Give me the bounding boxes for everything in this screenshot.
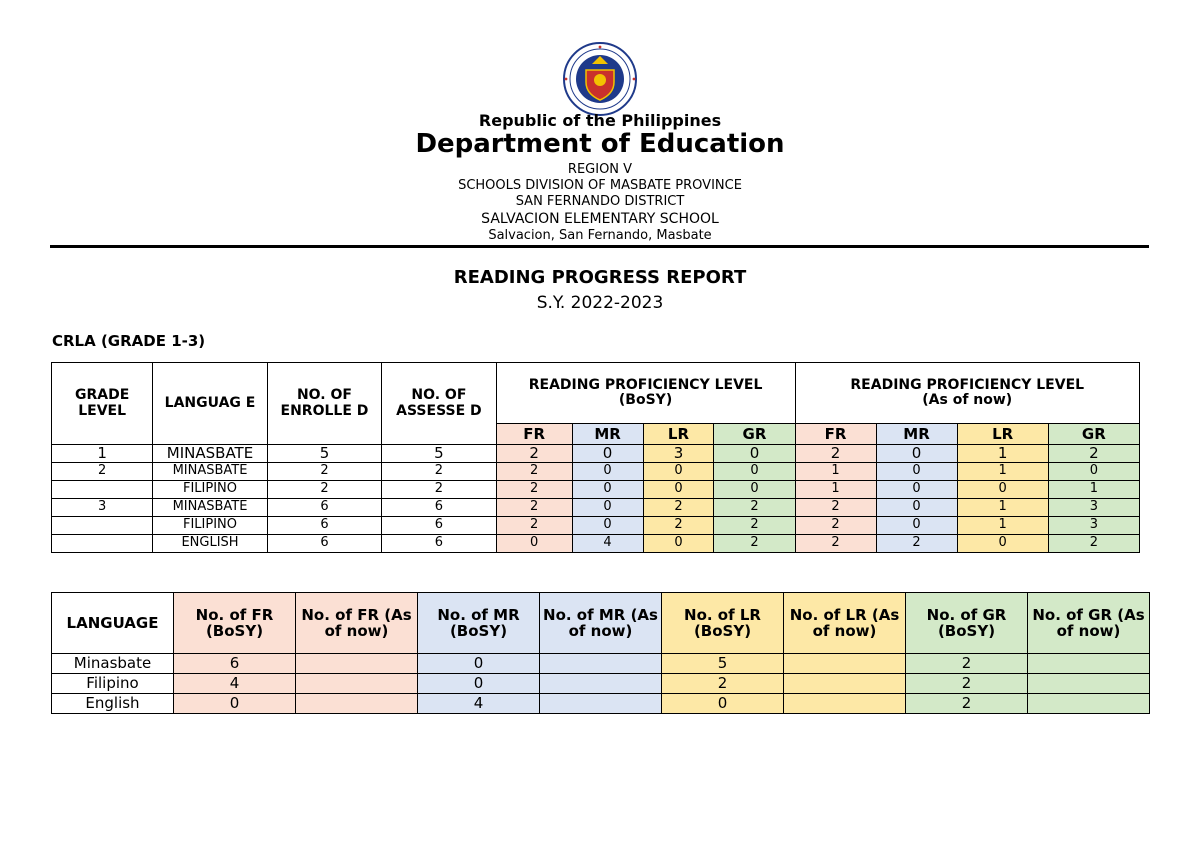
bosy-mr-cell: 0 — [572, 499, 643, 517]
now-mr-cell: 0 — [876, 481, 957, 499]
table-row — [52, 674, 1150, 694]
bosy-lr-cell: 2 — [643, 517, 714, 535]
crla-subtitle: CRLA (GRADE 1-3) — [52, 332, 206, 350]
header-grade-level: GRADE LEVEL — [52, 363, 153, 445]
now-fr-cell: 1 — [795, 463, 876, 481]
assessed-cell: 2 — [382, 463, 496, 481]
summary-header-gr-now: No. of GR (As of now) — [1028, 593, 1150, 654]
summary-lr-bosy-cell: 0 — [662, 694, 784, 714]
table-row — [52, 499, 1140, 517]
summary-lr-now-cell — [784, 674, 906, 694]
summary-fr-bosy-cell: 4 — [174, 674, 296, 694]
grade-cell — [52, 535, 153, 553]
bosy-mr-cell: 0 — [572, 517, 643, 535]
region-line: REGION V — [567, 162, 633, 177]
bosy-gr-cell: 2 — [714, 517, 795, 535]
language-summary-table — [51, 592, 1150, 714]
bosy-gr-cell: 0 — [714, 463, 795, 481]
header-now-sub: (As of now) — [922, 392, 1013, 408]
header-now-title: READING PROFICIENCY LEVEL — [850, 376, 1085, 393]
grade-cell: 2 — [52, 463, 153, 481]
header-assessed: NO. OF ASSESSE D — [382, 363, 496, 445]
summary-header-fr-now: No. of FR (As of now) — [296, 593, 418, 654]
summary-header-mr-bosy: No. of MR (BoSY) — [418, 593, 540, 654]
header-bosy-fr: FR — [496, 424, 572, 445]
summary-fr-now-cell — [296, 694, 418, 714]
grade-cell — [52, 517, 153, 535]
bosy-lr-cell: 0 — [643, 535, 714, 553]
crla-proficiency-table — [51, 362, 1140, 553]
now-mr-cell: 0 — [876, 499, 957, 517]
republic-line: Republic of the Philippines — [478, 111, 722, 130]
summary-lr-now-cell — [784, 654, 906, 674]
summary-fr-now-cell — [296, 654, 418, 674]
grade-cell: 1 — [52, 445, 153, 463]
enrolled-cell: 2 — [267, 463, 381, 481]
now-fr-cell: 2 — [795, 517, 876, 535]
now-gr-cell: 3 — [1048, 517, 1139, 535]
now-gr-cell: 3 — [1048, 499, 1139, 517]
language-cell: MINASBATE — [153, 445, 267, 463]
table-row — [52, 654, 1150, 674]
now-fr-cell: 1 — [795, 481, 876, 499]
table-row — [52, 694, 1150, 714]
summary-lr-bosy-cell: 2 — [662, 674, 784, 694]
now-gr-cell: 2 — [1048, 535, 1139, 553]
summary-mr-bosy-cell: 4 — [418, 694, 540, 714]
assessed-cell: 6 — [382, 499, 496, 517]
header-bosy-group — [496, 363, 795, 424]
bosy-lr-cell: 0 — [643, 463, 714, 481]
table-row — [52, 535, 1140, 553]
now-mr-cell: 0 — [876, 517, 957, 535]
summary-mr-bosy-cell: 0 — [418, 674, 540, 694]
bosy-gr-cell: 0 — [714, 481, 795, 499]
language-cell: MINASBATE — [153, 463, 267, 481]
bosy-fr-cell: 2 — [496, 517, 572, 535]
summary-fr-now-cell — [296, 674, 418, 694]
header-bosy-mr: MR — [572, 424, 643, 445]
summary-gr-bosy-cell: 2 — [906, 654, 1028, 674]
table-row — [52, 481, 1140, 499]
summary-header-language: LANGUAGE — [52, 593, 174, 654]
now-fr-cell: 2 — [795, 499, 876, 517]
bosy-mr-cell: 0 — [572, 463, 643, 481]
summary-mr-now-cell — [540, 654, 662, 674]
header-now-gr: GR — [1048, 424, 1139, 445]
enrolled-cell: 5 — [267, 445, 381, 463]
summary-header-mr-now: No. of MR (As of now) — [540, 593, 662, 654]
now-lr-cell: 0 — [957, 535, 1048, 553]
summary-gr-now-cell — [1028, 654, 1150, 674]
now-mr-cell: 0 — [876, 445, 957, 463]
header-now-mr: MR — [876, 424, 957, 445]
grade-cell — [52, 481, 153, 499]
summary-header-lr-bosy: No. of LR (BoSY) — [662, 593, 784, 654]
now-gr-cell: 1 — [1048, 481, 1139, 499]
header-language: LANGUAG E — [153, 363, 267, 445]
header-divider — [50, 245, 1149, 248]
header-bosy-title: READING PROFICIENCY LEVEL — [528, 376, 763, 393]
bosy-gr-cell: 0 — [714, 445, 795, 463]
header-now-lr: LR — [957, 424, 1048, 445]
summary-header-fr-bosy: No. of FR (BoSY) — [174, 593, 296, 654]
bosy-mr-cell: 0 — [572, 481, 643, 499]
report-title: READING PROGRESS REPORT — [453, 267, 747, 288]
bosy-fr-cell: 2 — [496, 499, 572, 517]
summary-header-gr-bosy: No. of GR (BoSY) — [906, 593, 1028, 654]
now-gr-cell: 2 — [1048, 445, 1139, 463]
bosy-fr-cell: 0 — [496, 535, 572, 553]
bosy-gr-cell: 2 — [714, 499, 795, 517]
now-lr-cell: 0 — [957, 481, 1048, 499]
enrolled-cell: 6 — [267, 499, 381, 517]
bosy-gr-cell: 2 — [714, 535, 795, 553]
bosy-fr-cell: 2 — [496, 445, 572, 463]
table-row — [52, 517, 1140, 535]
bosy-mr-cell: 4 — [572, 535, 643, 553]
bosy-fr-cell: 2 — [496, 481, 572, 499]
summary-language-cell: Filipino — [52, 674, 174, 694]
summary-mr-now-cell — [540, 674, 662, 694]
now-lr-cell: 1 — [957, 517, 1048, 535]
bosy-lr-cell: 0 — [643, 481, 714, 499]
division-line: SCHOOLS DIVISION OF MASBATE PROVINCE — [458, 178, 742, 193]
summary-header-lr-now: No. of LR (As of now) — [784, 593, 906, 654]
now-fr-cell: 2 — [795, 535, 876, 553]
enrolled-cell: 6 — [267, 517, 381, 535]
school-year: S.Y. 2022-2023 — [536, 293, 664, 313]
language-cell: MINASBATE — [153, 499, 267, 517]
now-lr-cell: 1 — [957, 499, 1048, 517]
summary-language-cell: English — [52, 694, 174, 714]
summary-gr-bosy-cell: 2 — [906, 674, 1028, 694]
assessed-cell: 5 — [382, 445, 496, 463]
now-mr-cell: 2 — [876, 535, 957, 553]
now-lr-cell: 1 — [957, 445, 1048, 463]
header-bosy-gr: GR — [714, 424, 795, 445]
now-mr-cell: 0 — [876, 463, 957, 481]
bosy-lr-cell: 3 — [643, 445, 714, 463]
summary-gr-bosy-cell: 2 — [906, 694, 1028, 714]
header-now-group — [795, 363, 1140, 424]
header-enrolled: NO. OF ENROLLE D — [267, 363, 381, 445]
summary-fr-bosy-cell: 6 — [174, 654, 296, 674]
header-now-fr: FR — [795, 424, 876, 445]
header-bosy-sub: (BoSY) — [618, 392, 673, 408]
language-cell: FILIPINO — [153, 481, 267, 499]
bosy-lr-cell: 2 — [643, 499, 714, 517]
grade-cell: 3 — [52, 499, 153, 517]
enrolled-cell: 2 — [267, 481, 381, 499]
header-bosy-lr: LR — [643, 424, 714, 445]
summary-mr-now-cell — [540, 694, 662, 714]
district-line: SAN FERNANDO DISTRICT — [515, 194, 685, 209]
language-cell: ENGLISH — [153, 535, 267, 553]
table-row — [52, 463, 1140, 481]
summary-language-cell: Minasbate — [52, 654, 174, 674]
enrolled-cell: 6 — [267, 535, 381, 553]
assessed-cell: 6 — [382, 535, 496, 553]
bosy-mr-cell: 0 — [572, 445, 643, 463]
summary-gr-now-cell — [1028, 694, 1150, 714]
address-line: Salvacion, San Fernando, Masbate — [488, 228, 712, 243]
summary-lr-now-cell — [784, 694, 906, 714]
bosy-fr-cell: 2 — [496, 463, 572, 481]
deped-seal-logo — [552, 42, 648, 116]
assessed-cell: 2 — [382, 481, 496, 499]
department-title: Department of Education — [415, 129, 785, 159]
summary-gr-now-cell — [1028, 674, 1150, 694]
table-row — [52, 445, 1140, 463]
language-cell: FILIPINO — [153, 517, 267, 535]
now-fr-cell: 2 — [795, 445, 876, 463]
summary-lr-bosy-cell: 5 — [662, 654, 784, 674]
summary-fr-bosy-cell: 0 — [174, 694, 296, 714]
now-gr-cell: 0 — [1048, 463, 1139, 481]
summary-mr-bosy-cell: 0 — [418, 654, 540, 674]
now-lr-cell: 1 — [957, 463, 1048, 481]
assessed-cell: 6 — [382, 517, 496, 535]
school-line: SALVACION ELEMENTARY SCHOOL — [481, 211, 719, 227]
